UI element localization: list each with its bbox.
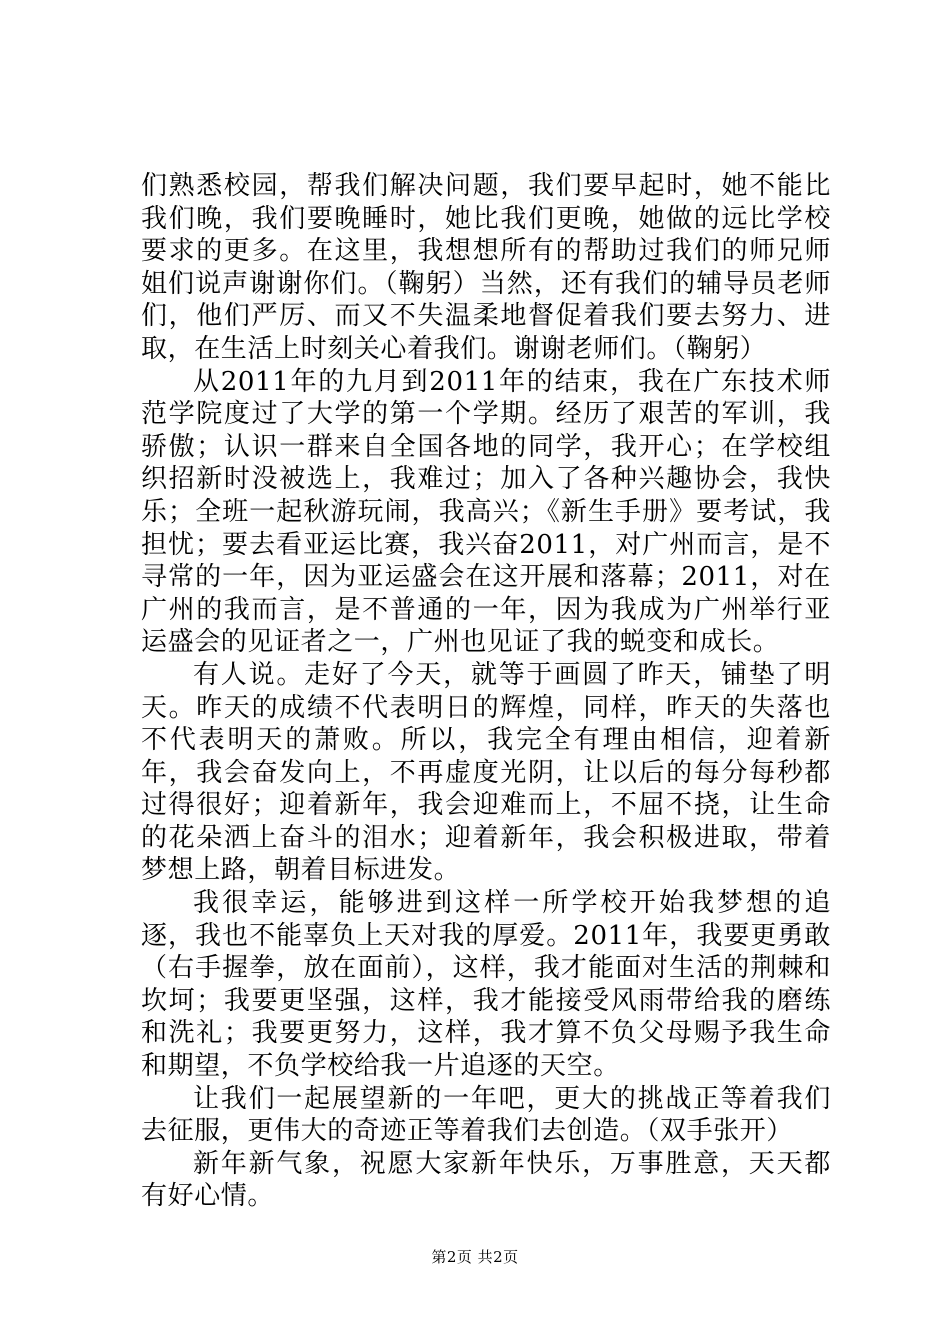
paragraph: 有人说。走好了今天，就等于画圆了昨天，铺垫了明天。昨天的成绩不代表明日的辉煌，同样，昨天的失落也不代表明天的萧败。所以，我完全有理由相信，迎着新年，我会奋发向上，不再虚度光阴，让以后的每分每秒都过得很好；迎着新年，我会迎难而上，不屈不挠，让生命的花朵洒上奋斗的泪水；迎着新年，我会积极进取，带着梦想上路，朝着目标进发。: [141, 659, 831, 886]
document-body: [141, 170, 831, 1213]
page-number-footer: 第2页 共2页: [431, 1248, 519, 1266]
paragraph: 让我们一起展望新的一年吧，更大的挑战正等着我们去征服，更伟大的奇迹正等着我们去创造。（双手张开）: [141, 1083, 831, 1147]
paragraph: 我很幸运，能够进到这样一所学校开始我梦想的追逐，我也不能辜负上天对我的厚爱。2011年，我要更勇敢（右手握拳，放在面前），这样，我才能面对生活的荆棘和坎坷；我要更坚强，这样，我才能接受风雨带给我的磨练和洗礼；我要更努力，这样，我才算不负父母赐予我生命和期望，不负学校给我一片追逐的天空。: [141, 888, 831, 1082]
paragraph: 新年新气象，祝愿大家新年快乐，万事胜意，天天都有好心情。: [141, 1148, 831, 1212]
paragraph-continued: 们熟悉校园，帮我们解决问题，我们要早起时，她不能比我们晚，我们要晚睡时，她比我们更晚，她做的远比学校要求的更多。在这里，我想想所有的帮助过我们的师兄师姐们说声谢谢你们。（鞠躬）当然，还有我们的辅导员老师们，他们严厉、而又不失温柔地督促着我们要去努力、进取，在生活上时刻关心着我们。谢谢老师们。（鞠躬）: [141, 171, 831, 364]
paragraph: 从2011年的九月到2011年的结束，我在广东技术师范学院度过了大学的第一个学期。经历了艰苦的军训，我骄傲；认识一群来自全国各地的同学，我开心；在学校组织招新时没被选上，我难过；加入了各种兴趣协会，我快乐；全班一起秋游玩闹，我高兴；《新生手册》要考试，我担忧；要去看亚运比赛，我兴奋2011，对广州而言，是不寻常的一年，因为亚运盛会在这开展和落幕；2011，对在广州的我而言，是不普通的一年，因为我成为广州举行亚运盛会的见证者之一，广州也见证了我的蜕变和成长。: [141, 366, 831, 658]
